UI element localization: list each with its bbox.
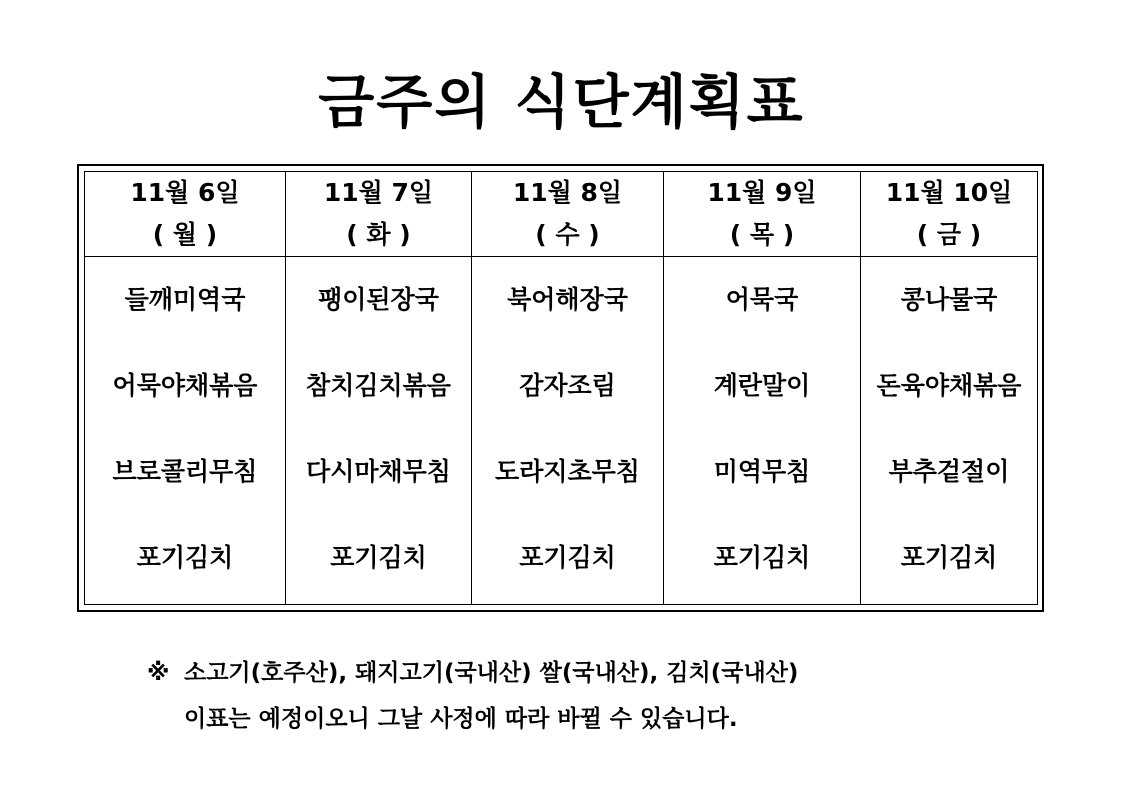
dish-item: 참치김치볶음 [306,371,451,400]
dish-item: 북어해장국 [507,285,628,314]
dish-item: 어묵야채볶음 [112,371,258,400]
day-date: 11월 10일 [885,178,1013,207]
dish-item: 돈육야채볶음 [876,371,1022,400]
day-header-fri [861,172,1038,257]
day-header-tue [286,172,472,257]
dishes-wed [472,257,664,605]
dish-item: 팽이된장국 [318,285,439,314]
day-weekday: ( 수 ) [535,220,600,249]
notes-section [147,650,798,742]
menu-table-frame [77,164,1044,612]
dish-item: 감자조림 [519,371,616,400]
dish-item: 다시마채무침 [306,457,451,486]
dishes-row [85,257,1038,605]
dishes-thu [664,257,861,605]
header-row [85,172,1038,257]
dishes-fri [861,257,1038,605]
reference-mark: ※ [147,660,170,686]
day-date: 11월 8일 [512,178,623,207]
dish-item: 포기김치 [330,543,427,572]
dish-item: 포기김치 [519,543,616,572]
dish-item: 브로콜리무침 [112,457,258,486]
dish-item: 어묵국 [725,285,799,314]
day-weekday: ( 화 ) [346,220,411,249]
dish-item: 부추겉절이 [888,457,1010,486]
day-weekday: ( 금 ) [916,220,982,249]
dish-item: 도라지초무침 [495,457,640,486]
day-header-wed [472,172,664,257]
dish-item: 콩나물국 [900,285,998,314]
dish-item: 계란말이 [713,371,811,400]
dish-item: 포기김치 [900,543,998,572]
dish-item: 포기김치 [713,543,811,572]
day-date: 11월 6일 [130,178,240,207]
dishes-mon [85,257,286,605]
dish-item: 미역무침 [713,457,811,486]
disclaimer-note: 이표는 예정이오니 그날 사정에 따라 바뀔 수 있습니다. [184,706,738,732]
origin-note [147,650,798,696]
day-date: 11월 7일 [323,178,434,207]
day-header-mon [85,172,286,257]
day-date: 11월 9일 [707,178,817,207]
day-weekday: ( 목 ) [729,220,795,249]
dishes-tue [286,257,472,605]
day-header-thu [664,172,861,257]
page-title: 금주의 식단계획표 [318,68,805,136]
dish-item: 포기김치 [136,543,234,572]
menu-table [84,171,1038,605]
day-weekday: ( 월 ) [152,220,218,249]
dish-item: 들깨미역국 [124,285,246,314]
origin-text: 소고기(호주산), 돼지고기(국내산) 쌀(국내산), 김치(국내산) [184,660,799,686]
